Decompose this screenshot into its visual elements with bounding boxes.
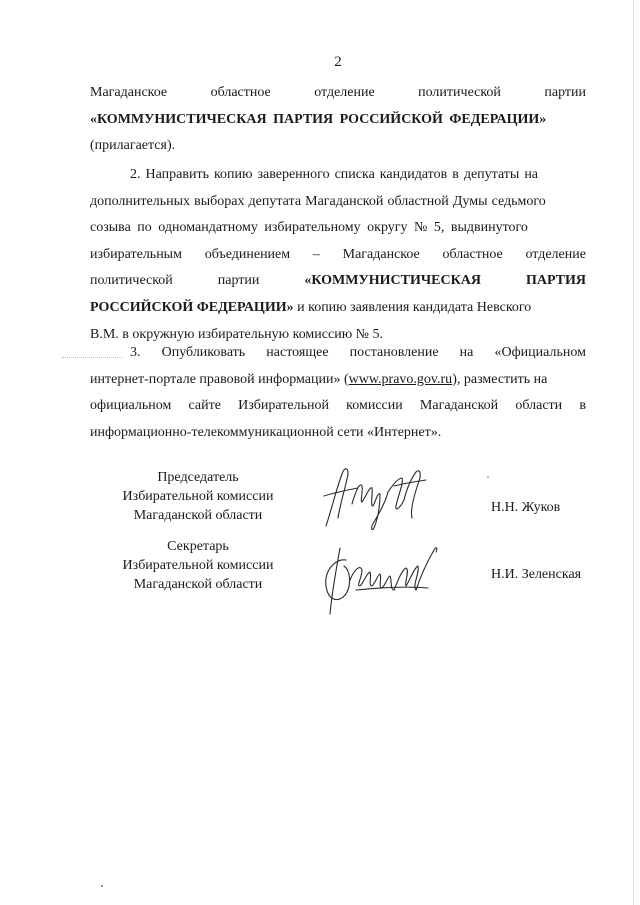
text-span: интернет-портале правовой информации» ( xyxy=(90,371,349,387)
website-link[interactable]: www.pravo.gov.ru xyxy=(348,371,453,387)
secretary-name: Н.И. Зеленская xyxy=(491,567,582,582)
word: отделение xyxy=(314,85,375,100)
word: отделение xyxy=(525,246,586,262)
secretary-title-block xyxy=(98,537,298,594)
word: на xyxy=(459,345,474,360)
text-span: ), разместить на xyxy=(452,371,548,387)
word: комиссии xyxy=(346,398,403,414)
word: политической xyxy=(418,85,501,100)
text-line xyxy=(90,215,586,242)
chair-title-line: Магаданской области xyxy=(133,508,263,523)
word: Магаданское xyxy=(90,85,168,100)
chair-name: Н.Н. Жуков xyxy=(491,500,561,515)
secretary-title-line: Секретарь xyxy=(167,539,229,554)
word: ПАРТИЯ xyxy=(525,273,586,289)
scan-speck xyxy=(101,885,103,887)
text-line xyxy=(90,189,586,216)
text-line xyxy=(90,162,586,189)
word: партии xyxy=(217,273,260,289)
text-line xyxy=(90,133,586,160)
word: областное xyxy=(442,246,503,262)
word: Избирательной xyxy=(238,398,329,414)
text-span: и копию заявления кандидата Невского xyxy=(293,299,532,315)
text-line xyxy=(90,107,586,134)
secretary-signature xyxy=(316,530,446,620)
word: избирательным xyxy=(90,246,182,262)
party-name: «КОММУНИСТИЧЕСКАЯ ПАРТИЯ РОССИЙСКОЙ ФЕДЕРАЦИИ» xyxy=(90,111,547,127)
chair-title-line: Председатель xyxy=(157,470,239,485)
text-line xyxy=(90,242,586,269)
word: – xyxy=(312,246,320,262)
text-line xyxy=(90,393,586,420)
word: «Официальном xyxy=(494,345,586,360)
word: постановление xyxy=(349,345,439,360)
word: официальном xyxy=(90,398,172,414)
text-line xyxy=(90,420,586,447)
word: в xyxy=(579,398,586,414)
word: партии xyxy=(544,85,586,100)
chair-title-block xyxy=(98,468,298,525)
text-span: дополнительных выборах депутата Магаданской областной Думы седьмого xyxy=(90,193,546,209)
word: Магаданской xyxy=(419,398,499,414)
text-line xyxy=(90,367,586,394)
word: сайте xyxy=(188,398,221,414)
text-span: созыва по одномандатному избирательному округу № 5, выдвинутого xyxy=(90,220,528,236)
word: объединением xyxy=(204,246,291,262)
scan-edge xyxy=(633,0,634,905)
text-line xyxy=(90,340,586,367)
secretary-title-line: Избирательной комиссии xyxy=(122,558,274,573)
text-span: 2. Направить копию заверенного списка кандидатов в депутаты на xyxy=(130,167,539,182)
word: 3. xyxy=(130,345,141,360)
word: «КОММУНИСТИЧЕСКАЯ xyxy=(304,273,481,289)
text-line xyxy=(90,295,586,322)
text-line xyxy=(90,80,586,107)
scan-speck xyxy=(487,476,489,478)
text-span: (прилагается). xyxy=(90,138,176,154)
paragraph-2 xyxy=(90,162,586,348)
text-line xyxy=(90,268,586,295)
paragraph-1 xyxy=(90,80,586,160)
word: области xyxy=(515,398,563,414)
chair-title-line: Избирательной комиссии xyxy=(122,489,274,504)
secretary-title-line: Магаданской области xyxy=(133,577,263,592)
text-span: В.М. в окружную избирательную комиссию № 5. xyxy=(90,326,384,342)
paragraph-3 xyxy=(90,340,586,446)
word: областное xyxy=(210,85,271,100)
party-name-cont: РОССИЙСКОЙ ФЕДЕРАЦИИ» xyxy=(90,299,294,315)
word: настоящее xyxy=(266,345,329,360)
word: политической xyxy=(90,273,173,289)
word: Магаданское xyxy=(342,246,420,262)
word: Опубликовать xyxy=(161,345,246,360)
chair-signature xyxy=(318,456,438,536)
text-span: информационно-телекоммуникационной сети «Интернет». xyxy=(90,424,442,440)
page-number: 2 xyxy=(334,54,342,70)
